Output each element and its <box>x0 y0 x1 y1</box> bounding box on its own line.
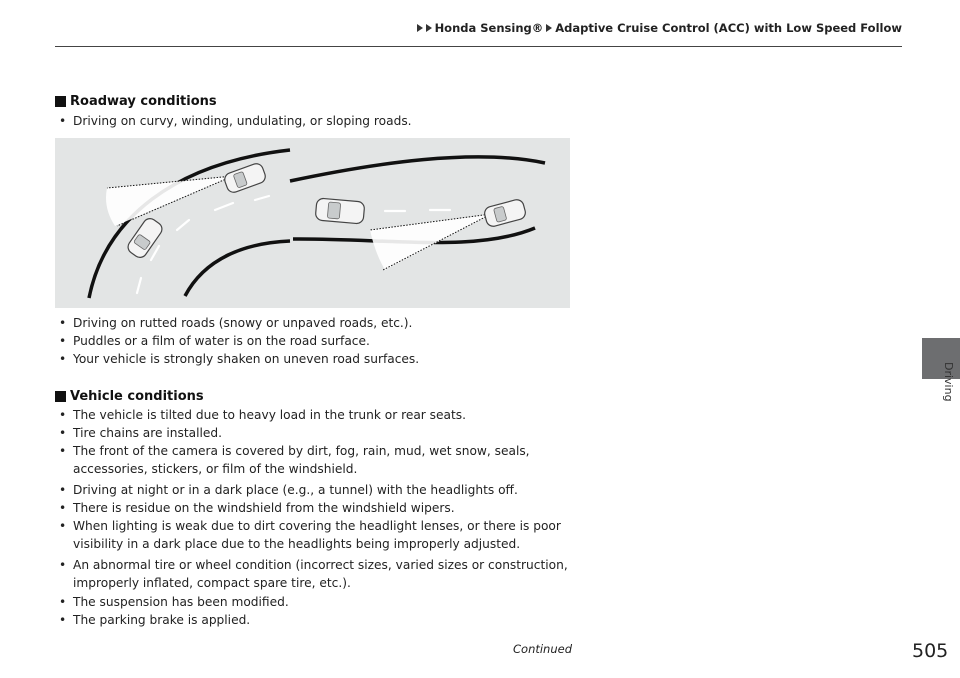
arrow-icon <box>546 24 552 32</box>
list-item: • The front of the camera is covered by dirt, fog, rain, mud, wet snow, seals, accessories, stickers, or film of the windshield. <box>59 444 530 477</box>
bullet-icon: • <box>59 501 67 515</box>
bullet-icon: • <box>59 613 67 627</box>
bullet-icon: • <box>59 483 67 497</box>
bullet-icon: • <box>59 519 67 533</box>
car-icon <box>315 198 365 224</box>
continued-label: Continued <box>513 642 573 656</box>
section-heading-vehicle <box>55 389 204 404</box>
list-item: • An abnormal tire or wheel condition (incorrect sizes, varied sizes or construction, improperly inflated, compact spare tire, etc.). <box>59 558 568 591</box>
arrow-icon <box>426 24 432 32</box>
bullet-icon: • <box>59 426 67 440</box>
list-item: • Puddles or a film of water is on the road surface. <box>59 332 579 350</box>
curvy-road-illustration <box>55 138 570 308</box>
breadcrumb-item-honda-sensing[interactable]: Honda Sensing® <box>434 21 544 35</box>
bullet-icon: • <box>59 408 67 422</box>
header-divider <box>55 46 902 47</box>
list-item: • Tire chains are installed. <box>59 424 579 442</box>
list-item: • Your vehicle is strongly shaken on uneven road surfaces. <box>59 350 579 368</box>
section-heading-text: Vehicle conditions <box>70 389 204 404</box>
list-item: • Driving on rutted roads (snowy or unpaved roads, etc.). <box>59 314 579 332</box>
list-item: • Driving at night or in a dark place (e.g., a tunnel) with the headlights off. <box>59 481 579 499</box>
list-item: • When lighting is weak due to dirt covering the headlight lenses, or there is poor visibility in a dark place due to the headlights being improperly adjusted. <box>59 519 561 552</box>
list-item: • The parking brake is applied. <box>59 611 579 629</box>
bullet-icon: • <box>59 114 67 128</box>
section-heading-text: Roadway conditions <box>70 94 217 109</box>
square-bullet-icon <box>55 96 66 107</box>
bullet-icon: • <box>59 595 67 609</box>
list-item: • Driving on curvy, winding, undulating, or sloping roads. <box>59 112 579 130</box>
page-number: 505 <box>912 640 949 662</box>
bullet-icon: • <box>59 444 67 458</box>
breadcrumb-item-acc[interactable]: Adaptive Cruise Control (ACC) with Low Speed Follow <box>555 21 902 35</box>
section-heading-roadway <box>55 94 217 109</box>
bullet-icon: • <box>59 316 67 330</box>
breadcrumb <box>434 21 902 35</box>
square-bullet-icon <box>55 391 66 402</box>
bullet-icon: • <box>59 558 67 572</box>
list-item: • There is residue on the windshield from the windshield wipers. <box>59 499 579 517</box>
list-item: • The suspension has been modified. <box>59 593 579 611</box>
bullet-icon: • <box>59 352 67 366</box>
arrow-icon <box>417 24 423 32</box>
list-item: • The vehicle is tilted due to heavy load in the trunk or rear seats. <box>59 406 579 424</box>
chapter-label: Driving <box>942 362 955 402</box>
bullet-icon: • <box>59 334 67 348</box>
